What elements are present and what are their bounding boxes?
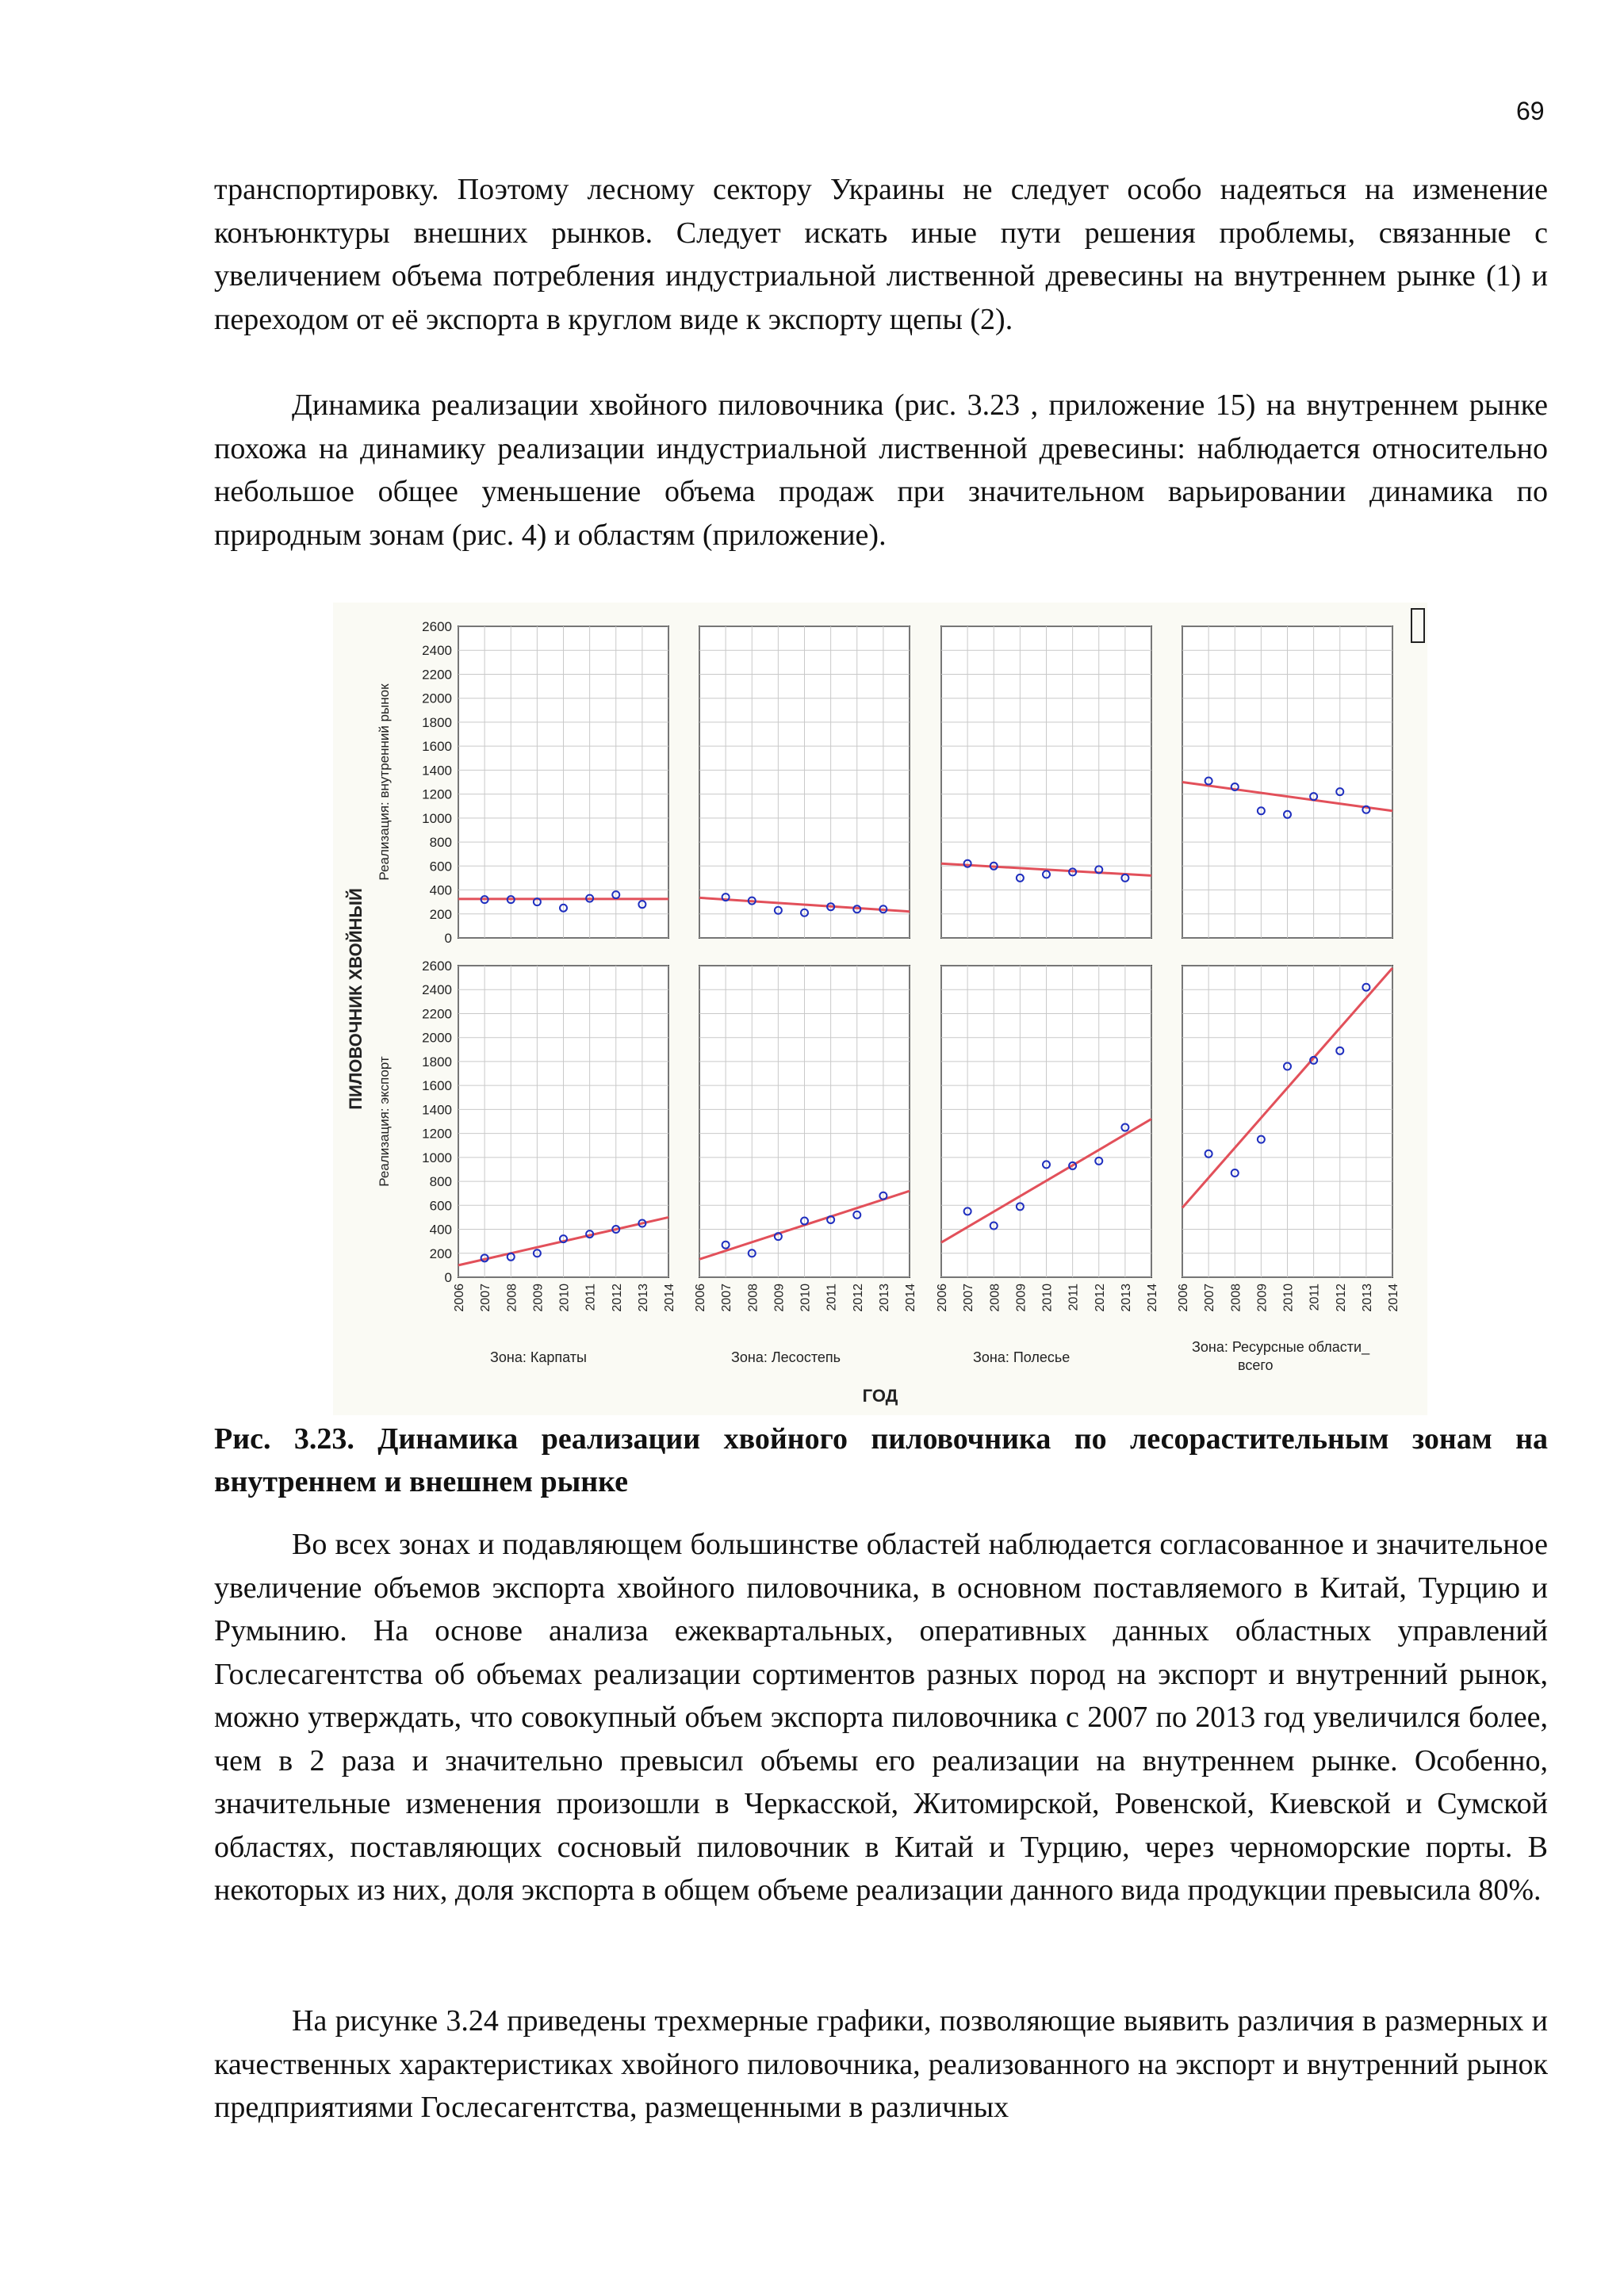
column-label: Зона: Ресурсные области_ bbox=[1192, 1339, 1370, 1355]
x-tick-label: 2009 bbox=[531, 1284, 546, 1312]
x-tick-label: 2007 bbox=[1203, 1284, 1217, 1312]
x-axis-title: ГОД bbox=[862, 1386, 898, 1406]
x-tick-label: 2011 bbox=[1067, 1284, 1081, 1311]
y-tick-label: 1800 bbox=[422, 714, 452, 730]
y-tick-label: 1600 bbox=[422, 739, 452, 755]
y-tick-label: 400 bbox=[429, 1222, 452, 1238]
x-tick-label: 2007 bbox=[479, 1284, 493, 1312]
x-tick-label: 2013 bbox=[636, 1284, 650, 1312]
x-tick-label: 2010 bbox=[799, 1284, 813, 1312]
x-tick-label: 2012 bbox=[610, 1284, 624, 1312]
column-label: Зона: Лесостепь bbox=[731, 1349, 841, 1365]
y-tick-label: 1400 bbox=[422, 1102, 452, 1118]
x-tick-label: 2012 bbox=[1093, 1284, 1107, 1312]
figure-caption: Рис. 3.23. Динамика реализации хвойного пиловочника по лесорастительным зонам на внутреннем и внешнем рынке bbox=[214, 1422, 1548, 1498]
chart bbox=[333, 603, 1427, 1415]
x-tick-label: 2007 bbox=[962, 1284, 976, 1312]
column-label: Зона: Карпаты bbox=[490, 1349, 587, 1365]
x-tick-label: 2013 bbox=[877, 1284, 891, 1312]
paragraph: Динамика реализации хвойного пиловочника (рис. 3.23 , приложение 15) на внутреннем рынке похожа на динамику реализации индустриальной лиственной древесины: наблюдается относительно небольшое общее уменьшение объема продаж при значительном варьировании динамика по природным зонам (рис. 4) и областям (приложение). bbox=[214, 388, 1548, 552]
y-tick-label: 1000 bbox=[422, 1150, 452, 1165]
x-tick-label: 2014 bbox=[663, 1284, 676, 1312]
y-tick-label: 2200 bbox=[422, 1006, 452, 1022]
x-tick-label: 2012 bbox=[851, 1284, 865, 1312]
x-tick-label: 2011 bbox=[825, 1284, 839, 1311]
x-tick-label: 2009 bbox=[772, 1284, 787, 1312]
x-tick-label: 2014 bbox=[1387, 1284, 1400, 1312]
x-tick-label: 2010 bbox=[1040, 1284, 1055, 1312]
y-tick-label: 0 bbox=[444, 931, 452, 946]
x-tick-label: 2014 bbox=[1146, 1284, 1159, 1312]
x-tick-label: 2006 bbox=[1177, 1284, 1190, 1312]
y-tick-label: 1200 bbox=[422, 786, 452, 802]
paragraph: Во всех зонах и подавляющем большинстве областей наблюдается согласованное и значительное увеличение объемов экспорта хвойного пиловочника, в основном поставляемого в Китай, Турцию и Румынию. На основе анализа ежеквартальных, оперативных данных областных управлений Гослесагентства об объемах реализации сортиментов разных пород на экспорт и внутренний рынок, можно утверждать, что совокупный объем экспорта пиловочника с 2007 по 2013 год увеличился более, чем в 2 раза и значительно превысил объемы его реализации на внутреннем рынке. Особенно, значительные изменения произошли в Черкасской, Житомирской, Ровенской, Киевской и Сумской областях, поставляющих сосновый пиловочник в Китай и Турцию, через черноморские порты. В некоторых из них, доля экспорта в общем объеме реализации данного вида продукции превысила 80%. bbox=[214, 1528, 1548, 1907]
y-tick-label: 2400 bbox=[422, 643, 452, 659]
x-tick-label: 2014 bbox=[904, 1284, 917, 1312]
figure bbox=[333, 603, 1427, 1415]
paragraph: На рисунке 3.24 приведены трехмерные графики, позволяющие выявить различия в размерных и качественных характеристиках хвойного пиловочника, реализованного на экспорт и внутренний рынок предприятиями Гослесагентства, размещенными в различных bbox=[214, 2004, 1548, 2124]
x-tick-label: 2008 bbox=[746, 1284, 760, 1312]
y-tick-label: 2000 bbox=[422, 691, 452, 706]
x-tick-label: 2008 bbox=[988, 1284, 1002, 1312]
y-tick-label: 600 bbox=[429, 859, 452, 874]
y-tick-label: 1800 bbox=[422, 1054, 452, 1070]
y-tick-label: 1000 bbox=[422, 810, 452, 826]
x-tick-label: 2008 bbox=[1229, 1284, 1243, 1312]
column-label: всего bbox=[1238, 1357, 1274, 1373]
paragraph: транспортировку. Поэтому лесному сектору Украины не следует особо надеяться на изменение конъюнктуры внешних рынков. Следует искать иные пути решения проблемы, связанные с увеличением объема потребления индустриальной лиственной древесины на внутреннем рынке (1) и переходом от её экспорта в круглом виде к экспорту щепы (2). bbox=[214, 173, 1548, 336]
y-tick-label: 1400 bbox=[422, 763, 452, 779]
y-tick-label: 1600 bbox=[422, 1078, 452, 1094]
x-tick-label: 2013 bbox=[1119, 1284, 1133, 1312]
y-tick-label: 2600 bbox=[422, 619, 452, 634]
y-tick-label: 2000 bbox=[422, 1030, 452, 1046]
y-tick-label: 400 bbox=[429, 882, 452, 898]
y-axis-title: ПИЛОВОЧНИК ХВОЙНЫЙ bbox=[346, 888, 366, 1110]
x-tick-label: 2006 bbox=[453, 1284, 466, 1312]
x-tick-label: 2009 bbox=[1014, 1284, 1028, 1312]
x-tick-label: 2011 bbox=[584, 1284, 598, 1311]
y-tick-label: 2600 bbox=[422, 959, 452, 974]
column-label: Зона: Полесье bbox=[973, 1349, 1071, 1365]
x-tick-label: 2010 bbox=[557, 1284, 572, 1312]
x-tick-label: 2010 bbox=[1281, 1284, 1296, 1312]
x-tick-label: 2006 bbox=[936, 1284, 949, 1312]
row-label: Реализация: внутренний рынок bbox=[377, 683, 392, 881]
page-number: 69 bbox=[1516, 97, 1545, 125]
x-tick-label: 2013 bbox=[1360, 1284, 1374, 1312]
y-tick-label: 1200 bbox=[422, 1126, 452, 1142]
y-tick-label: 200 bbox=[429, 1246, 452, 1261]
y-tick-label: 2400 bbox=[422, 982, 452, 998]
y-tick-label: 800 bbox=[429, 1174, 452, 1190]
y-tick-label: 2200 bbox=[422, 667, 452, 683]
x-tick-label: 2007 bbox=[720, 1284, 734, 1312]
row-label: Реализация: экспорт bbox=[377, 1056, 392, 1187]
x-tick-label: 2006 bbox=[694, 1284, 707, 1312]
x-tick-label: 2011 bbox=[1308, 1284, 1322, 1311]
y-tick-label: 600 bbox=[429, 1198, 452, 1214]
y-tick-label: 200 bbox=[429, 906, 452, 922]
x-tick-label: 2008 bbox=[505, 1284, 519, 1312]
x-tick-label: 2012 bbox=[1334, 1284, 1348, 1312]
y-tick-label: 0 bbox=[444, 1270, 452, 1285]
y-tick-label: 800 bbox=[429, 835, 452, 851]
x-tick-label: 2009 bbox=[1255, 1284, 1270, 1312]
